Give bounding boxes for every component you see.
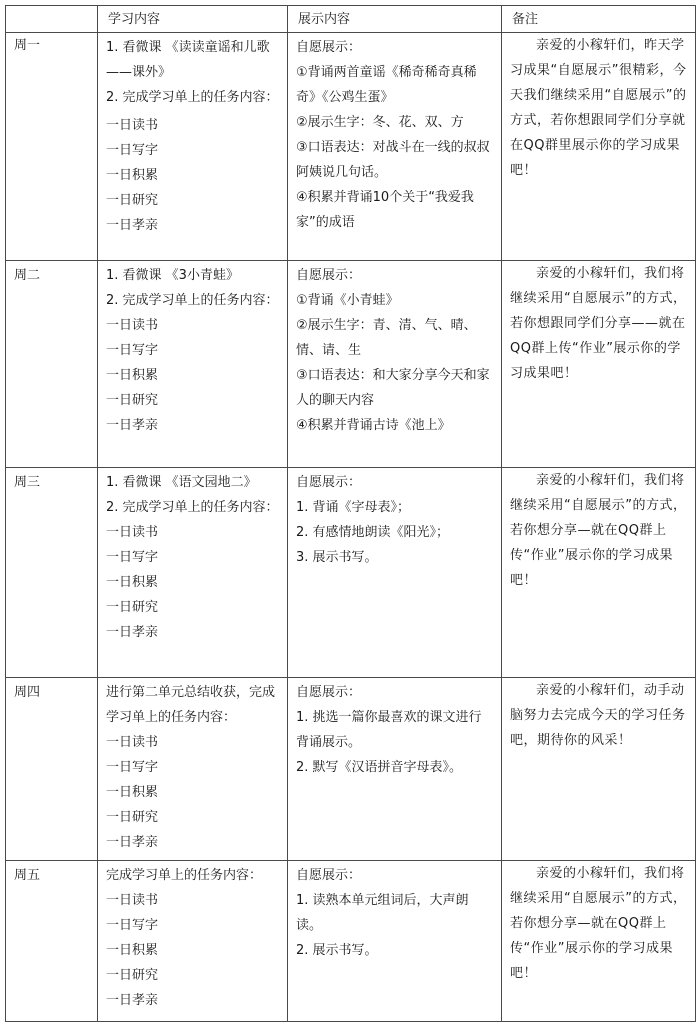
display-line: 自愿展示：	[296, 40, 362, 55]
day-cell: 周五	[6, 860, 98, 1021]
content-line: 一日写字	[106, 759, 159, 775]
content-line: 2. 完成学习单上的任务内容：	[106, 500, 279, 516]
display-line: ①背诵两首童谣《稀奇稀奇真稀奇》《公鸡生蛋》	[296, 65, 477, 105]
display-line: ④积累并背诵古诗《池上》	[296, 417, 451, 433]
display-cell	[288, 468, 502, 677]
note-cell	[502, 468, 696, 677]
display-line: ④积累并背诵10个关于“我爱我家”的成语	[296, 190, 474, 230]
table-row	[6, 677, 696, 860]
display-line: 2. 展示书写。	[296, 942, 378, 958]
content-cell	[98, 677, 288, 860]
day-cell: 周一	[6, 33, 98, 261]
display-line: 3. 展示书写。	[296, 550, 378, 566]
content-line: 一日读书	[106, 317, 159, 333]
note-text: 亲爱的小稼轩们，我们将继续采用“自愿展示”的方式，若你想分享—就在QQ群上传“作业”展示你的学习成果吧！	[510, 865, 687, 981]
content-line: 一日写字	[106, 917, 159, 933]
display-line: 自愿展示：	[296, 475, 362, 491]
content-line: 一日积累	[106, 784, 159, 800]
content-line: 一日积累	[106, 367, 159, 383]
content-line: 一日孝亲	[106, 417, 159, 433]
header-note: 备注	[502, 6, 696, 33]
content-line: 完成学习单上的任务内容：	[106, 867, 263, 883]
content-line: 一日积累	[106, 575, 159, 591]
content-line: 1. 看微课 《读读童谣和儿歌——课外》	[106, 40, 270, 80]
note-cell	[502, 677, 696, 860]
display-line: 1. 读熟本单元组词后，大声朗读。	[296, 892, 469, 933]
content-cell	[98, 33, 288, 261]
display-cell	[288, 677, 502, 860]
display-cell	[288, 33, 502, 261]
note-text: 亲爱的小稼轩们，我们将继续采用“自愿展示”的方式，若你想跟同学们分享——就在QQ群上传“作业”展示你的学习成果吧！	[510, 265, 687, 381]
content-line: 一日研究	[106, 967, 159, 983]
content-line: 一日研究	[106, 809, 159, 825]
day-cell: 周三	[6, 468, 98, 677]
header-row	[6, 6, 696, 33]
display-line: 自愿展示：	[296, 867, 362, 883]
display-line: 2. 有感情地朗读《阳光》；	[296, 525, 450, 541]
header-display: 展示内容	[288, 6, 502, 33]
content-line: 一日孝亲	[106, 218, 159, 233]
content-line: 一日积累	[106, 168, 159, 183]
header-day	[6, 6, 98, 33]
display-line: ①背诵《小青蛙》	[296, 292, 399, 308]
content-line: 一日写字	[106, 342, 159, 358]
content-line: 一日积累	[106, 942, 159, 958]
content-line: 一日读书	[106, 118, 159, 133]
content-line: 一日写字	[106, 550, 159, 566]
note-cell	[502, 33, 696, 261]
content-line: 进行第二单元总结收获，完成学习单上的任务内容：	[106, 684, 276, 725]
content-line: 1. 看微课 《语文园地二》	[106, 475, 257, 491]
display-line: 自愿展示：	[296, 684, 362, 700]
display-line: 1. 背诵《字母表》；	[296, 500, 411, 516]
content-line: 一日写字	[106, 143, 159, 158]
content-line: 一日研究	[106, 392, 159, 408]
content-cell	[98, 468, 288, 677]
content-line: 一日孝亲	[106, 625, 159, 641]
content-cell	[98, 860, 288, 1021]
table-row	[6, 33, 696, 261]
note-text: 亲爱的小稼轩们，动手动脑努力去完成今天的学习任务吧，期待你的风采！	[510, 682, 686, 748]
content-line: 一日研究	[106, 600, 159, 616]
day-cell: 周二	[6, 260, 98, 467]
display-cell	[288, 860, 502, 1021]
display-line: 2. 默写《汉语拼音字母表》。	[296, 759, 463, 775]
content-line: 一日读书	[106, 892, 159, 908]
display-line: ②展示生字：冬、花、双、方	[296, 115, 464, 130]
content-line: 一日孝亲	[106, 834, 159, 850]
note-cell	[502, 260, 696, 467]
weekly-plan-table	[5, 5, 696, 1022]
content-line: 2. 完成学习单上的任务内容：	[106, 292, 279, 308]
note-text: 亲爱的小稼轩们，昨天学习成果“自愿展示”很精彩，今天我们继续采用“自愿展示”的方式，若你想跟同学们分享就在QQ群里展示你的学习成果吧！	[510, 38, 687, 178]
content-line: 一日读书	[106, 734, 159, 750]
display-line: ②展示生字：青、清、气、晴、情、请、生	[296, 317, 477, 358]
note-text: 亲爱的小稼轩们，我们将继续采用“自愿展示”的方式，若你想分享—就在QQ群上传“作业”展示你的学习成果吧！	[510, 473, 687, 589]
display-line: 自愿展示：	[296, 267, 362, 283]
header-content: 学习内容	[98, 6, 288, 33]
table-row	[6, 468, 696, 677]
content-line: 一日研究	[106, 193, 159, 208]
day-cell: 周四	[6, 677, 98, 860]
content-cell	[98, 260, 288, 467]
content-line: 2. 完成学习单上的任务内容：	[106, 90, 279, 105]
display-line: 1. 挑选一篇你最喜欢的课文进行背诵展示。	[296, 709, 482, 750]
display-cell	[288, 260, 502, 467]
table-row	[6, 860, 696, 1021]
content-line: 一日孝亲	[106, 992, 159, 1008]
content-line: 1. 看微课 《3小青蛙》	[106, 267, 239, 283]
content-line: 一日读书	[106, 525, 159, 541]
display-line: ③口语表达：和大家分享今天和家人的聊天内容	[296, 367, 490, 408]
note-cell	[502, 860, 696, 1021]
display-line: ③口语表达：对战斗在一线的叔叔阿姨说几句话。	[296, 140, 490, 180]
table-row	[6, 260, 696, 467]
